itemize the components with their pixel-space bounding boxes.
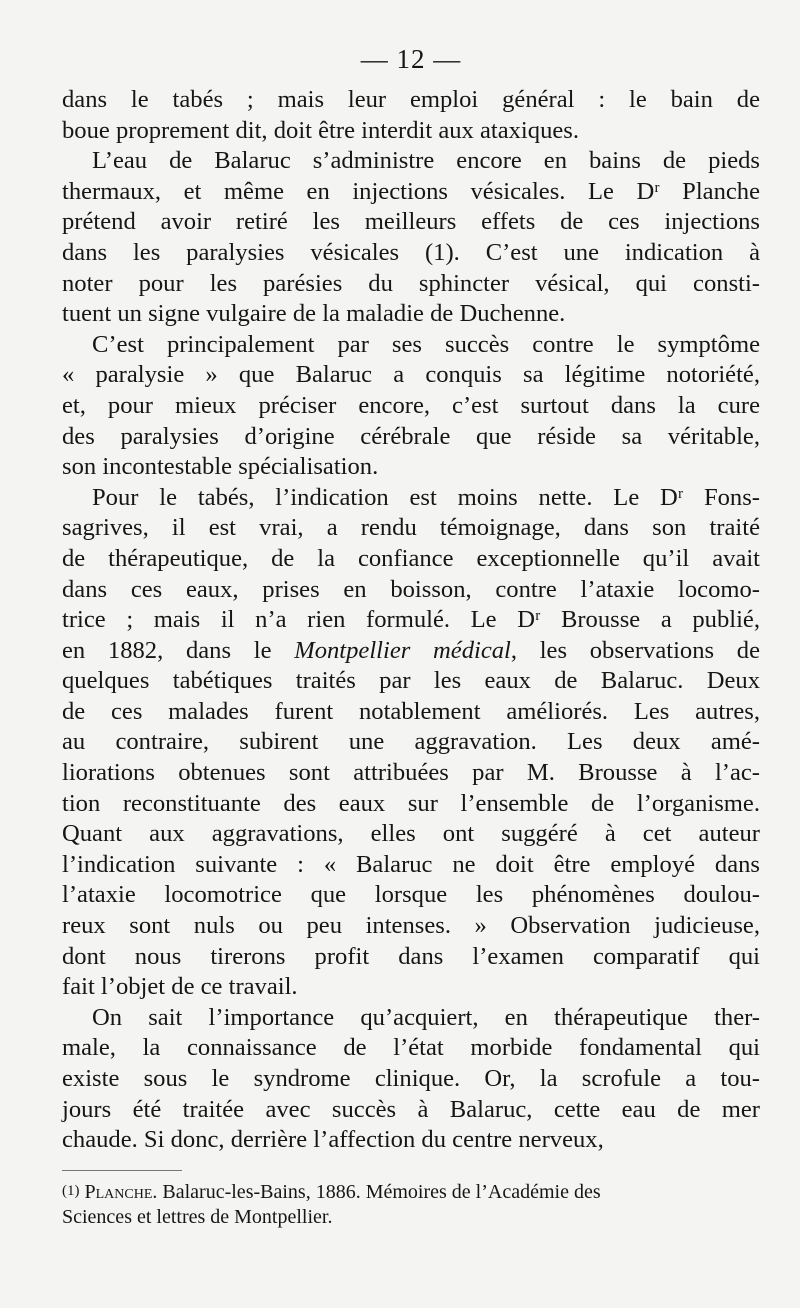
footnote xyxy=(62,1179,760,1230)
text-line: liorations obtenues sont attribuées par M. Brousse à l’ac- xyxy=(62,759,760,787)
text-line: Quant aux aggravations, elles ont suggéré à cet auteur xyxy=(62,820,760,848)
text-line: « paralysie » que Balaruc a conquis sa légitime notoriété, xyxy=(62,361,760,389)
footnote-author: Planche xyxy=(84,1180,153,1203)
paragraph xyxy=(62,85,760,146)
text-line: tuent un signe vulgaire de la maladie de Duchenne. xyxy=(62,300,566,328)
body-text xyxy=(62,85,760,1156)
text-line: L’eau de Balaruc s’administre encore en bains de pieds xyxy=(92,147,760,175)
footnote-rule xyxy=(62,1170,182,1171)
text-line: l’ataxie locomotrice que lorsque les phénomènes doulou- xyxy=(62,881,760,909)
text-line: fait l’objet de ce travail. xyxy=(62,973,298,1001)
text-line: trice ; mais il n’a rien formulé. Le Dʳ Brousse a publié, xyxy=(62,606,760,634)
text-line: des paralysies d’origine cérébrale que réside sa véritable, xyxy=(62,422,760,450)
paragraph xyxy=(62,146,760,330)
text-line: quelques tabétiques traités par les eaux de Balaruc. Deux xyxy=(62,667,760,695)
page-number: — 12 — xyxy=(360,44,462,74)
text-line: C’est principalement par ses succès contre le symptôme xyxy=(92,330,760,358)
text-line: noter pour les parésies du sphincter vésical, qui consti- xyxy=(62,269,760,297)
footnote-text-1: . Balaruc-les-Bains, 1886. Mémoires de l’Académie des xyxy=(152,1180,601,1203)
text-line: l’indication suivante : « Balaruc ne doit être employé dans xyxy=(62,850,760,878)
text-line: jours été traitée avec succès à Balaruc, cette eau de mer xyxy=(62,1095,760,1123)
text-line: reux sont nuls ou peu intenses. » Observation judicieuse, xyxy=(62,912,760,940)
paragraph xyxy=(62,330,760,483)
text-line: de thérapeutique, de la confiance exceptionnelle qu’il avait xyxy=(62,544,760,572)
text-line: thermaux, et même en injections vésicales. Le Dʳ Planche xyxy=(62,177,760,205)
footnote-line-2: Sciences et lettres de Montpellier. xyxy=(62,1205,333,1228)
text-line: prétend avoir retiré les meilleurs effets de ces injections xyxy=(62,208,760,236)
text-line: chaude. Si donc, derrière l’affection du centre nerveux, xyxy=(62,1126,604,1154)
paragraph xyxy=(62,1003,760,1156)
text-line: de ces malades furent notablement améliorés. Les autres, xyxy=(62,697,760,725)
text-line: et, pour mieux préciser encore, c’est surtout dans la cure xyxy=(62,391,760,419)
text-line: en 1882, dans le Montpellier médical, les observations de xyxy=(62,636,760,664)
text-line: dans ces eaux, prises en boisson, contre l’ataxie locomo- xyxy=(62,575,760,603)
text-line: son incontestable spécialisation. xyxy=(62,453,379,481)
footnote-line-1 xyxy=(62,1179,760,1205)
text-line: existe sous le syndrome clinique. Or, la scrofule a tou- xyxy=(62,1065,760,1092)
footnote-mark: (1) xyxy=(62,1182,80,1199)
journal-title: Montpellier médical xyxy=(294,636,511,664)
text-line: dans le tabés ; mais leur emploi général : le bain de xyxy=(62,86,760,113)
text-line: On sait l’importance qu’acquiert, en thérapeutique ther- xyxy=(92,1003,760,1031)
text-line: dont nous tirerons profit dans l’examen comparatif qui xyxy=(62,942,760,970)
text-line: boue proprement dit, doit être interdit aux ataxiques. xyxy=(62,116,579,144)
text-line: male, la connaissance de l’état morbide fondamental qui xyxy=(62,1034,760,1062)
text-line: dans les paralysies vésicales (1). C’est une indication à xyxy=(62,238,760,266)
paragraph xyxy=(62,483,760,1003)
text-line: au contraire, subirent une aggravation. Les deux amé- xyxy=(62,728,760,756)
text-line: tion reconstituante des eaux sur l’ensemble de l’organisme. xyxy=(62,789,760,817)
text-line: Pour le tabés, l’indication est moins nette. Le Dʳ Fons- xyxy=(92,483,760,511)
text-line: sagrives, il est vrai, a rendu témoignage, dans son traité xyxy=(62,514,760,542)
